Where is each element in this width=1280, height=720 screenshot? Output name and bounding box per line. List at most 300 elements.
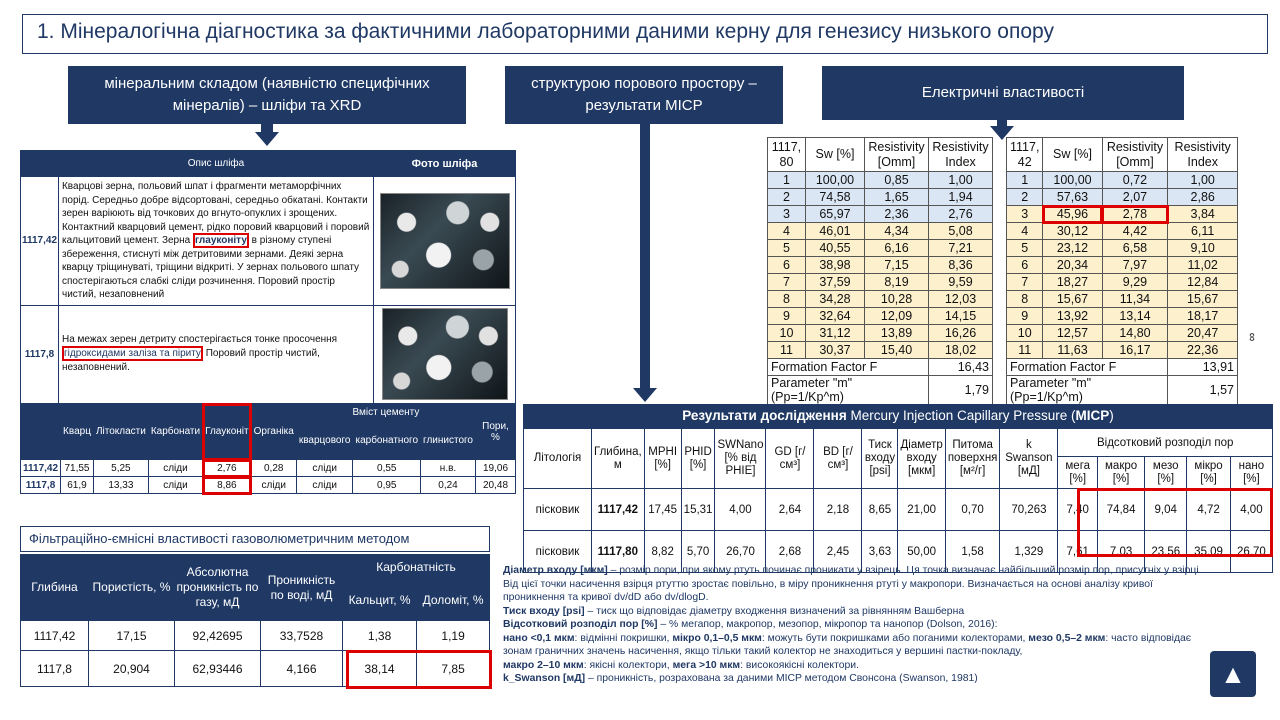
cell: н.в. — [421, 460, 476, 477]
corner-cell — [21, 151, 59, 177]
cell: 11,34 — [1102, 291, 1168, 308]
cell: 23,56 — [1145, 531, 1187, 573]
parameter-m-label: Parameter "m" (Pp=1/Kp^m) — [1007, 376, 1168, 405]
note-term: мега >10 мкм — [672, 659, 741, 671]
cell: 18,27 — [1043, 274, 1102, 291]
cell: 4 — [1007, 223, 1043, 240]
micp-title-bold: Результати дослідження — [682, 408, 847, 423]
column-header: 1117, 80 — [768, 138, 806, 172]
cell: 0,24 — [421, 477, 476, 494]
note-text: – % мегапор, макропор, мезопор, мікропор та нанопор (Dolson, 2016): — [657, 619, 998, 630]
depth-cell: 1117,8 — [21, 305, 59, 403]
cell: 45,96 — [1043, 206, 1102, 223]
table-row — [768, 308, 993, 325]
cell: 2,78 — [1102, 206, 1168, 223]
cell: 32,64 — [805, 308, 864, 325]
column-header: 1117, 42 — [1007, 138, 1043, 172]
cell: 4,72 — [1187, 489, 1231, 531]
cell: 5 — [1007, 240, 1043, 257]
cell: 9,04 — [1145, 489, 1187, 531]
cell: 18,17 — [1168, 308, 1238, 325]
cell: 17,15 — [89, 621, 175, 651]
filtration-title: Фільтраційно-ємнісні властивості газоволюметричним методом — [20, 526, 490, 552]
table-row — [21, 621, 490, 651]
column-header: Пористість, % — [89, 555, 175, 621]
cell: 5,25 — [93, 460, 148, 477]
formation-factor-label: Formation Factor F — [1007, 359, 1168, 376]
description-text: На межах зерен детриту спостерігається тонке просочення — [61, 334, 338, 345]
note-term: Тиск входу [psi] — [503, 605, 585, 617]
table-row — [21, 651, 490, 687]
note-paragraph — [503, 605, 1209, 619]
cell: 37,59 — [805, 274, 864, 291]
cell: 8,19 — [865, 274, 929, 291]
cell: 12,84 — [1168, 274, 1238, 291]
col-glauconite: Глауконіт — [203, 404, 252, 460]
cell: 2,36 — [865, 206, 929, 223]
carbonate-title: Карбонатність — [343, 555, 490, 579]
table-row — [768, 274, 993, 291]
cell: 34,28 — [805, 291, 864, 308]
table-row — [524, 489, 1273, 531]
parameter-m-value: 1,57 — [1168, 376, 1238, 405]
cell: 1117,8 — [21, 651, 89, 687]
table-header-row — [21, 555, 490, 579]
cell: 23,12 — [1043, 240, 1102, 257]
cell: 4,34 — [865, 223, 929, 240]
column-header: Діаметр входу [мкм] — [898, 429, 945, 489]
cell: 8,82 — [644, 531, 681, 573]
cell: 9 — [768, 308, 806, 325]
cell: 7,21 — [929, 240, 993, 257]
cell: 7,85 — [417, 651, 490, 687]
col-pores: Пори, % — [476, 404, 516, 460]
cell: 15,67 — [1043, 291, 1102, 308]
cell: 20,34 — [1043, 257, 1102, 274]
cell: 57,63 — [1043, 189, 1102, 206]
cell: 0,55 — [353, 460, 421, 477]
micp-title-text: Mercury Injection Capillary Pressure ( — [846, 408, 1076, 423]
micp-title-end: ) — [1109, 408, 1114, 423]
column-header: SWNano [% від PHIE] — [715, 429, 766, 489]
column-header: GD [г/см³] — [766, 429, 814, 489]
column-header: Resistivity Index — [1168, 138, 1238, 172]
resistivity-table — [767, 137, 993, 405]
note-paragraph — [503, 564, 1209, 605]
cell: 11,63 — [1043, 342, 1102, 359]
table-row — [1007, 308, 1238, 325]
column-header: PHID [%] — [681, 429, 715, 489]
cell: 100,00 — [1043, 172, 1102, 189]
cell: 20,48 — [476, 477, 516, 494]
cell: 74,84 — [1098, 489, 1145, 531]
cell: 30,37 — [805, 342, 864, 359]
cell: 5 — [768, 240, 806, 257]
micp-title — [523, 404, 1273, 428]
notes-block — [503, 564, 1209, 686]
cell: пісковик — [524, 489, 592, 531]
cell: 30,12 — [1043, 223, 1102, 240]
table-row — [1007, 223, 1238, 240]
col-organics: Органіка — [251, 404, 296, 460]
table-row — [768, 257, 993, 274]
cell: 31,12 — [805, 325, 864, 342]
corner-cell — [21, 404, 61, 460]
note-paragraph — [503, 632, 1209, 659]
col-cement-quartz: кварцового — [296, 422, 353, 460]
table-row — [768, 325, 993, 342]
header-mineral-label: мінеральним складом (наявністю специфічних мінералів) – шліфи та XRD — [104, 75, 430, 114]
table-row — [768, 240, 993, 257]
cell: 71,55 — [61, 460, 94, 477]
cell: 1,00 — [929, 172, 993, 189]
column-header: Доломіт, % — [417, 579, 490, 621]
table-row — [21, 477, 516, 494]
cell: 13,92 — [1043, 308, 1102, 325]
column-header: нано [%] — [1230, 457, 1272, 489]
cell: 2,45 — [814, 531, 862, 573]
cell: 1117,42 — [21, 621, 89, 651]
col-description: Опис шліфа — [58, 151, 373, 177]
cell: 13,89 — [865, 325, 929, 342]
company-logo: ▲ — [1210, 651, 1256, 697]
column-header: BD [г/см³] — [814, 429, 862, 489]
cell: 13,33 — [93, 477, 148, 494]
col-carbonates: Карбонати — [148, 404, 202, 460]
column-header: MPHI [%] — [644, 429, 681, 489]
cell: 8,65 — [862, 489, 898, 531]
cell: 8,86 — [203, 477, 252, 494]
description-cell — [58, 177, 373, 306]
cell: 7,40 — [1058, 489, 1098, 531]
cell: 15,67 — [1168, 291, 1238, 308]
cell: 3 — [768, 206, 806, 223]
table-row — [768, 172, 993, 189]
parameter-m-row — [768, 376, 993, 405]
column-header: Sw [%] — [805, 138, 864, 172]
photo-cell — [374, 177, 516, 306]
column-header: Тиск входу [psi] — [862, 429, 898, 489]
cell: 2,68 — [766, 531, 814, 573]
column-header: мега [%] — [1058, 457, 1098, 489]
cell: 6 — [768, 257, 806, 274]
table-row — [768, 342, 993, 359]
cell: 12,09 — [865, 308, 929, 325]
cell: 2,76 — [929, 206, 993, 223]
cell: 1 — [1007, 172, 1043, 189]
arrow-shaft-2 — [640, 124, 650, 388]
note-text: : відмінні покришки, — [574, 632, 673, 644]
cell: сліди — [148, 477, 202, 494]
cell: 6,16 — [865, 240, 929, 257]
formation-factor-row — [768, 359, 993, 376]
column-header: мікро [%] — [1187, 457, 1231, 489]
note-paragraph — [503, 618, 1209, 632]
column-header: Питома поверхня [м²/г] — [945, 429, 1000, 489]
note-paragraph — [503, 659, 1209, 673]
pore-distribution-title: Відсотковий розподіл пор — [1058, 429, 1273, 457]
cell: 46,01 — [805, 223, 864, 240]
cell: сліди — [251, 477, 296, 494]
cell: 35,09 — [1187, 531, 1231, 573]
resistivity-table — [1006, 137, 1238, 405]
cell: пісковик — [524, 531, 592, 573]
cell: 7,97 — [1102, 257, 1168, 274]
filtration-table — [20, 554, 490, 687]
cell: 14,80 — [1102, 325, 1168, 342]
note-term: Відсотковий розподіл пор [%] — [503, 619, 658, 630]
table-row — [768, 189, 993, 206]
column-header: Sw [%] — [1043, 138, 1102, 172]
cement-title: Вміст цементу — [296, 404, 475, 422]
table-header-row — [1007, 138, 1238, 172]
cell: 11 — [768, 342, 806, 359]
cell: 2,86 — [1168, 189, 1238, 206]
thin-section-photo — [380, 193, 510, 289]
table-row — [21, 305, 516, 403]
cell: сліди — [296, 477, 353, 494]
cell: 13,14 — [1102, 308, 1168, 325]
note-text: – розмір пори, при якому ртуть починає проникати у взірець. Ця точка визначає найбільший розмір пор, присутніх у взірці. Від цієї точки насичення взірця ртуттю зростає повільно, в міру проникнення ртуті у макропори. Визначається на основі аналізу кривої проникнення та кривої dv/dD або dv/dlogD. — [503, 565, 1202, 603]
cell: 10 — [768, 325, 806, 342]
col-photo: Фото шліфа — [374, 151, 516, 177]
description-text: Кварцові зерна, польовий шпат і фрагменти метаморфічних порід. Середньо добре відсортовані, середньо обкатані. Контакти зерен варіюють від точкових до вгнуто-опуклих і зрощених. Контактний кварцовий цемент, рідко поровий кварцовий і поровий кальцитовий цемент. Зерна — [61, 181, 370, 246]
cell: 1 — [768, 172, 806, 189]
note-paragraph — [503, 672, 1209, 686]
cell: 2,18 — [814, 489, 862, 531]
table-row — [21, 177, 516, 306]
formation-factor-value: 13,91 — [1168, 359, 1238, 376]
cell: 20,904 — [89, 651, 175, 687]
cell: 0,70 — [945, 489, 1000, 531]
table-row — [1007, 189, 1238, 206]
table-row — [768, 223, 993, 240]
note-term: мікро 0,1–0,5 мкм — [672, 632, 762, 644]
cell: 61,9 — [61, 477, 94, 494]
cell: 1,65 — [865, 189, 929, 206]
cell: 6 — [1007, 257, 1043, 274]
cell: 1,58 — [945, 531, 1000, 573]
cell: 6,11 — [1168, 223, 1238, 240]
cell: 3 — [1007, 206, 1043, 223]
cell: 3,63 — [862, 531, 898, 573]
cell: сліди — [296, 460, 353, 477]
parameter-m-label: Parameter "m" (Pp=1/Kp^m) — [768, 376, 929, 405]
note-text: : часто відповідає зонам граничних значень насичення, якщо тільки такий колектор не знаходиться у вершині пастки-покладу, — [503, 632, 1192, 657]
micp-title-bold2: MICP — [1075, 408, 1110, 423]
page-title: 1. Мінералогічна діагностика за фактичними лабораторними даними керну для генезису низького опору — [22, 14, 1268, 54]
cell: 5,08 — [929, 223, 993, 240]
cell: 7,15 — [865, 257, 929, 274]
cell: 22,36 — [1168, 342, 1238, 359]
formation-factor-row — [1007, 359, 1238, 376]
cell: 16,26 — [929, 325, 993, 342]
cell: 65,97 — [805, 206, 864, 223]
cell: 4 — [768, 223, 806, 240]
col-cement-carbonate: карбонатного — [353, 422, 421, 460]
note-text: : якісні колектори, — [583, 659, 673, 671]
note-term: Діаметр входу [мкм] — [503, 565, 608, 576]
cell: 70,263 — [1000, 489, 1058, 531]
cell: 3,84 — [1168, 206, 1238, 223]
arrow-shaft-1 — [261, 124, 273, 132]
cell: 40,55 — [805, 240, 864, 257]
highlight-iron: гідроксидами заліза та піриту — [63, 348, 201, 359]
mineral-table — [20, 403, 516, 494]
cell: 9,59 — [929, 274, 993, 291]
cell: 7,03 — [1098, 531, 1145, 573]
cell: 7 — [768, 274, 806, 291]
column-header: Глибина — [21, 555, 89, 621]
cell: 74,58 — [805, 189, 864, 206]
col-cement-clay: глинистого — [421, 422, 476, 460]
cell: 1,38 — [343, 621, 417, 651]
cell: 4,42 — [1102, 223, 1168, 240]
cell: 0,28 — [251, 460, 296, 477]
cell: 10 — [1007, 325, 1043, 342]
cell: 100,00 — [805, 172, 864, 189]
cell: 33,7528 — [261, 621, 343, 651]
cell: 62,93446 — [175, 651, 261, 687]
column-header: k Swanson [мД] — [1000, 429, 1058, 489]
table-row — [1007, 342, 1238, 359]
note-text: – тиск що відповідає діаметру входження визначений за рівнянням Вашберна — [584, 605, 965, 617]
formation-factor-value: 16,43 — [929, 359, 993, 376]
micp-table — [523, 428, 1273, 573]
cell: 1,94 — [929, 189, 993, 206]
cell: 6,58 — [1102, 240, 1168, 257]
cell: 9 — [1007, 308, 1043, 325]
cell: 12,03 — [929, 291, 993, 308]
highlight-glauconite: глауконіту — [194, 235, 247, 246]
column-header: Resistivity [Omm] — [1102, 138, 1168, 172]
column-header: макро [%] — [1098, 457, 1145, 489]
note-term: мезо 0,5–2 мкм — [1028, 632, 1106, 644]
table-row — [1007, 274, 1238, 291]
cell: 14,15 — [929, 308, 993, 325]
cell: 7,61 — [1058, 531, 1098, 573]
cell: 38,98 — [805, 257, 864, 274]
note-text: – проникність, розрахована за даними MICP методом Свонсона (Swanson, 1981) — [585, 673, 978, 684]
cell: 10,28 — [865, 291, 929, 308]
note-term: нано <0,1 мкм — [503, 632, 575, 644]
cell: 12,57 — [1043, 325, 1102, 342]
resistivity-table-1117-80 — [767, 137, 993, 405]
cell: 2,64 — [766, 489, 814, 531]
cell: 18,02 — [929, 342, 993, 359]
cell: 1117,42 — [592, 489, 645, 531]
column-header: Абсолютна проникність по газу, мД — [175, 555, 261, 621]
cell: 4,00 — [1230, 489, 1272, 531]
formation-factor-label: Formation Factor F — [768, 359, 929, 376]
cell: 20,47 — [1168, 325, 1238, 342]
table-row — [1007, 291, 1238, 308]
cell: 50,00 — [898, 531, 945, 573]
col-quartz: Кварц — [61, 404, 94, 460]
cell: 5,70 — [681, 531, 715, 573]
side-symbol: ∞ — [1245, 332, 1260, 342]
depth-cell: 1117,42 — [21, 177, 59, 306]
cell: 2,76 — [203, 460, 252, 477]
cell: 11,02 — [1168, 257, 1238, 274]
cell: 21,00 — [898, 489, 945, 531]
header-electric-label: Електричні властивості — [921, 84, 1085, 101]
table-row — [1007, 240, 1238, 257]
cell: 1117,42 — [21, 460, 61, 477]
cell: 9,29 — [1102, 274, 1168, 291]
header-pore-label: структурою порового простору – результати MICP — [531, 75, 757, 114]
cell: 1,19 — [417, 621, 490, 651]
column-header: Глибина, м — [592, 429, 645, 489]
cell: 9,10 — [1168, 240, 1238, 257]
cell: 4,166 — [261, 651, 343, 687]
column-header: Resistivity [Omm] — [865, 138, 929, 172]
cell: 1117,80 — [592, 531, 645, 573]
cell: 26,70 — [1230, 531, 1272, 573]
column-header: мезо [%] — [1145, 457, 1187, 489]
cell: 1,00 — [1168, 172, 1238, 189]
table-row — [1007, 325, 1238, 342]
column-header: Проникність по воді, мД — [261, 555, 343, 621]
cell: сліди — [148, 460, 202, 477]
description-text: Поровий простір чистий, незаповнений. — [61, 348, 320, 373]
arrow-down-icon — [255, 132, 279, 146]
cell: 8,36 — [929, 257, 993, 274]
header-electric — [822, 66, 1184, 120]
resistivity-table-1117-42 — [1006, 137, 1238, 405]
cell: 38,14 — [343, 651, 417, 687]
description-text: в різному ступені збереження, стиснуті між детритовими зернами. Деякі зерна кварцу тріщинуваті, тріщини відкриті. У зернах польового шпату спостерігаються слабкі сліди розчинення. Поровий простір чистий, незаповнений — [61, 235, 360, 300]
header-pore — [505, 66, 783, 124]
col-lithoclasts: Літокласти — [93, 404, 148, 460]
cell: 0,95 — [353, 477, 421, 494]
cell: 11 — [1007, 342, 1043, 359]
description-cell — [58, 305, 373, 403]
column-header: Resistivity Index — [929, 138, 993, 172]
header-mineral — [68, 66, 466, 124]
table-row — [21, 460, 516, 477]
cell: 2 — [1007, 189, 1043, 206]
cell: 16,17 — [1102, 342, 1168, 359]
cell: 7 — [1007, 274, 1043, 291]
table-row — [1007, 172, 1238, 189]
note-term: макро 2–10 мкм — [503, 659, 584, 671]
note-text: : високоякісні колектори. — [740, 659, 859, 671]
note-term: k_Swanson [мД] — [503, 673, 586, 684]
photo-cell — [374, 305, 516, 403]
cell: 2 — [768, 189, 806, 206]
cell: 1117,8 — [21, 477, 61, 494]
cell: 26,70 — [715, 531, 766, 573]
cell: 2,07 — [1102, 189, 1168, 206]
cell: 19,06 — [476, 460, 516, 477]
table-row — [1007, 206, 1238, 223]
cell: 15,31 — [681, 489, 715, 531]
cell: 92,42695 — [175, 621, 261, 651]
cell: 17,45 — [644, 489, 681, 531]
arrow-down-icon — [633, 388, 657, 402]
cell: 15,40 — [865, 342, 929, 359]
petrography-table — [20, 150, 516, 404]
cell: 8 — [768, 291, 806, 308]
parameter-m-row — [1007, 376, 1238, 405]
cell: 0,72 — [1102, 172, 1168, 189]
table-row — [1007, 257, 1238, 274]
column-header: Кальцит, % — [343, 579, 417, 621]
column-header: Літологія — [524, 429, 592, 489]
table-header-row — [768, 138, 993, 172]
cell: 8 — [1007, 291, 1043, 308]
